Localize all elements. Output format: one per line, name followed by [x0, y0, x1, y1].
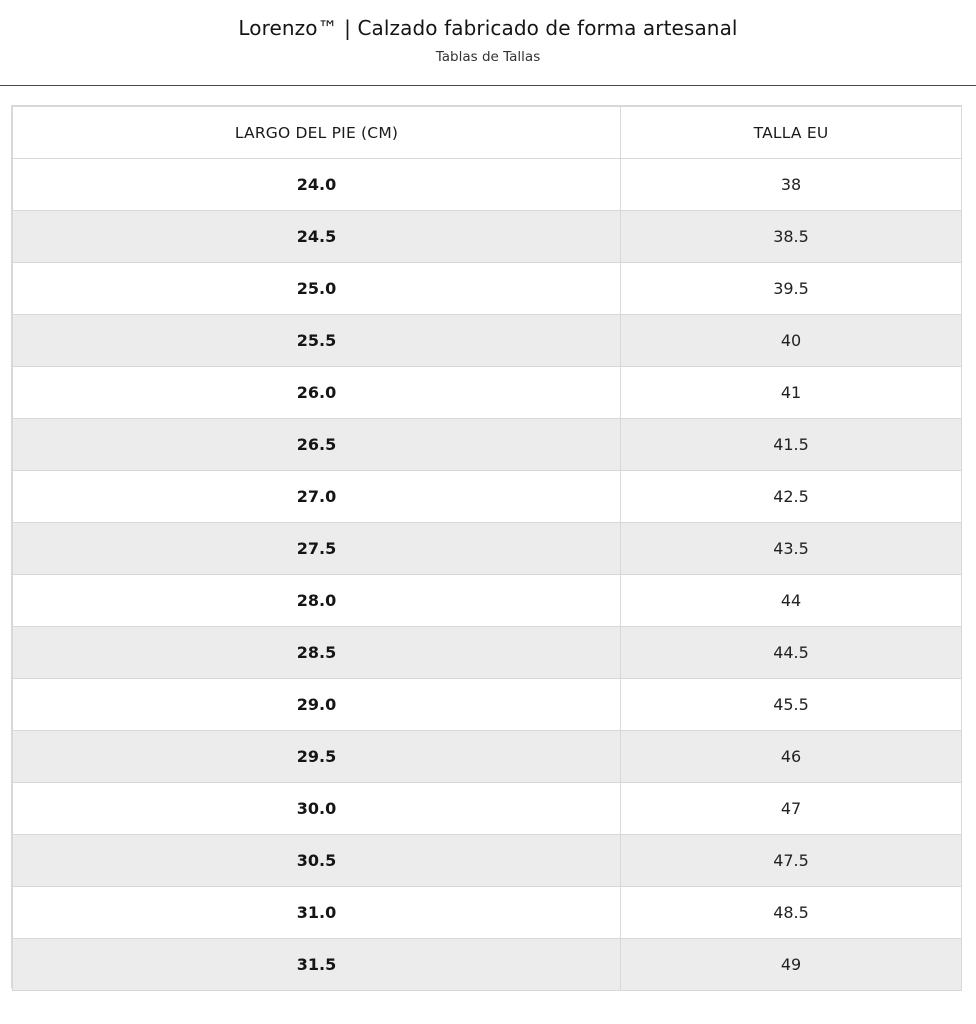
table-row — [13, 575, 962, 627]
table-row — [13, 731, 962, 783]
foot-length-cell: 29.5 — [13, 731, 621, 783]
foot-length-cell: 26.0 — [13, 367, 621, 419]
table-row — [13, 471, 962, 523]
eu-size-cell: 42.5 — [621, 471, 962, 523]
foot-length-cell: 30.0 — [13, 783, 621, 835]
eu-size-cell: 47 — [621, 783, 962, 835]
foot-length-cell: 27.5 — [13, 523, 621, 575]
foot-length-cell: 24.0 — [13, 159, 621, 211]
table-row — [13, 263, 962, 315]
table-header-row — [13, 107, 962, 159]
foot-length-cell: 29.0 — [13, 679, 621, 731]
eu-size-cell: 47.5 — [621, 835, 962, 887]
eu-size-cell: 44 — [621, 575, 962, 627]
foot-length-cell: 28.0 — [13, 575, 621, 627]
table-row — [13, 783, 962, 835]
foot-length-cell: 31.0 — [13, 887, 621, 939]
table-row — [13, 627, 962, 679]
column-header-eu-size: TALLA EU — [621, 107, 962, 159]
eu-size-cell: 46 — [621, 731, 962, 783]
table-row — [13, 315, 962, 367]
page-subtitle: Tablas de Tallas — [435, 49, 541, 65]
foot-length-cell: 31.5 — [13, 939, 621, 991]
table-row — [13, 211, 962, 263]
foot-length-cell: 25.0 — [13, 263, 621, 315]
table-row — [13, 523, 962, 575]
size-chart-table — [11, 105, 962, 988]
eu-size-cell: 48.5 — [621, 887, 962, 939]
page-header — [0, 0, 976, 86]
table-row — [13, 159, 962, 211]
eu-size-cell: 38.5 — [621, 211, 962, 263]
foot-length-cell: 25.5 — [13, 315, 621, 367]
page-title: Lorenzo™ | Calzado fabricado de forma artesanal — [238, 16, 738, 40]
eu-size-cell: 39.5 — [621, 263, 962, 315]
foot-length-cell: 26.5 — [13, 419, 621, 471]
table-row — [13, 835, 962, 887]
eu-size-cell: 44.5 — [621, 627, 962, 679]
table-row — [13, 367, 962, 419]
table-row — [13, 887, 962, 939]
foot-length-cell: 27.0 — [13, 471, 621, 523]
eu-size-cell: 38 — [621, 159, 962, 211]
foot-length-cell: 28.5 — [13, 627, 621, 679]
table-row — [13, 419, 962, 471]
eu-size-cell: 41 — [621, 367, 962, 419]
eu-size-cell: 40 — [621, 315, 962, 367]
eu-size-cell: 43.5 — [621, 523, 962, 575]
foot-length-cell: 30.5 — [13, 835, 621, 887]
column-header-foot-length: LARGO DEL PIE (CM) — [13, 107, 621, 159]
foot-length-cell: 24.5 — [13, 211, 621, 263]
table-row — [13, 679, 962, 731]
table-row — [13, 939, 962, 991]
eu-size-cell: 49 — [621, 939, 962, 991]
eu-size-cell: 41.5 — [621, 419, 962, 471]
eu-size-cell: 45.5 — [621, 679, 962, 731]
